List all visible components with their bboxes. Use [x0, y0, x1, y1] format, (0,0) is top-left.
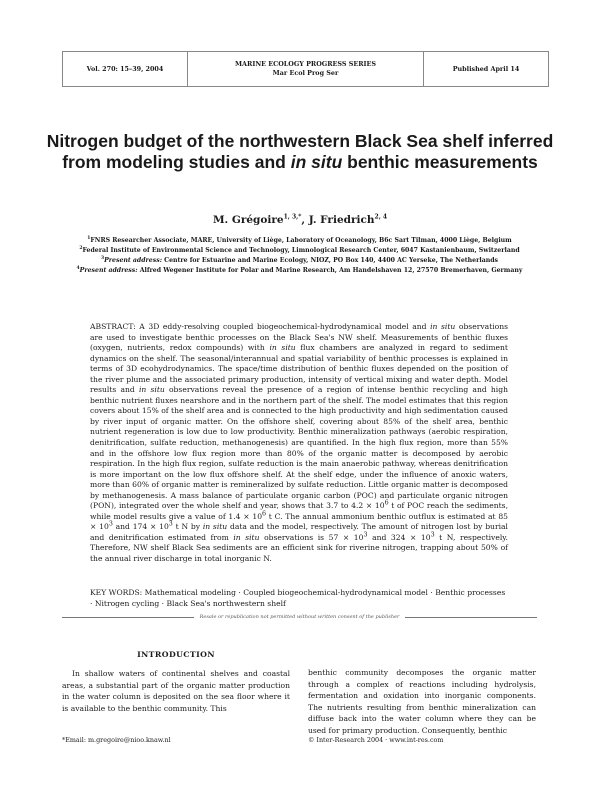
journal-name-block — [188, 52, 424, 86]
divider — [405, 617, 537, 618]
title-text: Nitrogen budget of the northwestern Black Sea shelf inferred from modeling studies and — [46, 131, 554, 172]
affiliation-text: Federal Institute of Environmental Science and Technology, Limnological Research Center, 6047 Kastanienbaum, Switzerland — [82, 247, 520, 254]
affiliation-text: FNRS Researcher Associate, MARE, University of Liège, Laboratory of Oceanology, B6c Sart Tilman, 4000 Liège, Belgium — [90, 237, 512, 244]
journal-name: MARINE ECOLOGY PROGRESS SERIES — [234, 60, 376, 68]
affiliation — [62, 236, 537, 246]
resale-notice — [62, 614, 537, 620]
affiliation-mark: 4 — [76, 265, 80, 271]
title-text-end: benthic measurements — [342, 152, 538, 172]
divider — [62, 617, 194, 618]
journal-header — [62, 51, 549, 87]
publication-date: Published April 14 — [452, 64, 520, 73]
author-separator: , — [301, 214, 309, 226]
affiliation — [62, 266, 537, 276]
abstract: ABSTRACT: A 3D eddy-resolving coupled biogeochemical-hydrodynamical model and in situ observations are used to investigate benthic processes on the Black Sea's NW shelf. Measurements of benthic fluxes (oxygen, nutrients, redox compounds) with in situ flux chambers are analyzed in regard to sediment dynamics on the shelf. The seasonal/interannual and spatial variability of benthic processes is explained in terms of 3D ecohydrodynamics. The space/time distribution of benthic fluxes depended on the position of the river plume and the associated primary production, intensity of vertical mixing and water depth. Model results and in situ observations reveal the presence of a region of intense benthic recycling and high benthic nutrient fluxes nearshore and in the northern part of the shelf. The model estimates that this region covers about 15% of the shelf area and is connected to the high productivity and high sedimentation caused by river input of organic matter. On the offshore shelf, covering about 85% of the shelf area, benthic nutrient regeneration is low due to low productivity. Benthic mineralization pathways (aerobic respiration, denitrification, sulfate reduction, methanogenesis) are quantified. In the high flux region, more than 55% and in the offshore low flux region more than 80% of the organic matter is decomposed by aerobic respiration. In the high flux region, sulfate reduction is the main anaerobic pathway, whereas denitrification is more important on the low flux offshore shelf. At the shelf edge, under the influence of anoxic waters, more than 60% of organic matter is remineralized by sulfate reduction. Little organic matter is decomposed by methanogenesis. A mass balance of particulate organic carbon (POC) and particulate organic nitrogen (PON), integrated over the whole shelf and year, shows that 3.7 to $4.2 \times 10^6$ t of POC reach the sediments, while model results give a value of $1.4 \times 10^6$ t C. The annual ammonium benthic outflux is estimated at $85 \times 10^3$ and $174 \times 10^3$ t N by in situ data and the model, respectively. The amount of nitrogen lost by burial and denitrification estimated from in situ observations is $57 \times 10^3$ and $324 \times 10^3$ t N, respectively. Therefore, NW shelf Black Sea sediments are an efficient sink for riverine nitrogen, trapping about 50% of the annual river discharge in total inorganic N. — [90, 322, 508, 564]
volume-info: Vol. 270: 15–39, 2004 — [63, 52, 188, 86]
affiliation — [62, 246, 537, 256]
affiliation-text: Alfred Wegener Institute for Polar and Marine Research, Am Handelshaven 12, 27570 Bremerhaven, Germany — [137, 267, 523, 274]
paper-title — [40, 131, 560, 173]
affiliation-mark: 2 — [79, 245, 83, 251]
resale-notice-text: Resale or republication not permitted without written consent of the publisher — [199, 614, 400, 620]
author-list — [0, 214, 600, 226]
author-marks: 1, 3,* — [283, 213, 302, 221]
author-name: J. Friedrich — [308, 214, 375, 226]
copyright-notice: © Inter-Research 2004 · www.int-res.com — [308, 736, 444, 744]
right-column-text: benthic community decomposes the organic matter through a complex of reactions including hydrolysis, fermentation and oxidation into inorganic components. The nutrients resulting from benthic mineralization can diffuse back into the water column where they can be used for primary production. Consequently, benthic — [308, 668, 536, 735]
affiliation — [62, 256, 537, 266]
corresponding-email: *Email: m.gregoire@nioo.knaw.nl — [62, 736, 171, 744]
affiliation-text: Centre for Estuarine and Marine Ecology, NIOZ, PO Box 140, 4400 AC Yerseke, The Netherlands — [162, 257, 499, 264]
title-italic: in situ — [290, 152, 343, 172]
affiliation-label: Present address: — [79, 267, 138, 274]
intro-paragraph: In shallow waters of continental shelves and coastal areas, a substantial part of the organic matter production in the water column is deposited on the sea floor where it is available to the benthic community. This — [62, 669, 290, 713]
affiliation-mark: 3 — [100, 255, 105, 261]
affiliation-label: Present address: — [104, 257, 162, 264]
author-name: M. Grégoire — [212, 214, 284, 226]
author-marks: 2, 4 — [374, 213, 388, 221]
affiliation-mark: 1 — [87, 235, 91, 241]
left-column — [62, 650, 290, 714]
affiliations — [62, 236, 537, 276]
journal-abbreviation: Mar Ecol Prog Ser — [272, 69, 339, 77]
keywords: KEY WORDS: Mathematical modeling · Coupled biogeochemical-hydrodynamical model · Benthic processes · Nitrogen cycling · Black Sea's northwestern shelf — [90, 588, 506, 608]
section-heading: INTRODUCTION — [137, 650, 215, 659]
